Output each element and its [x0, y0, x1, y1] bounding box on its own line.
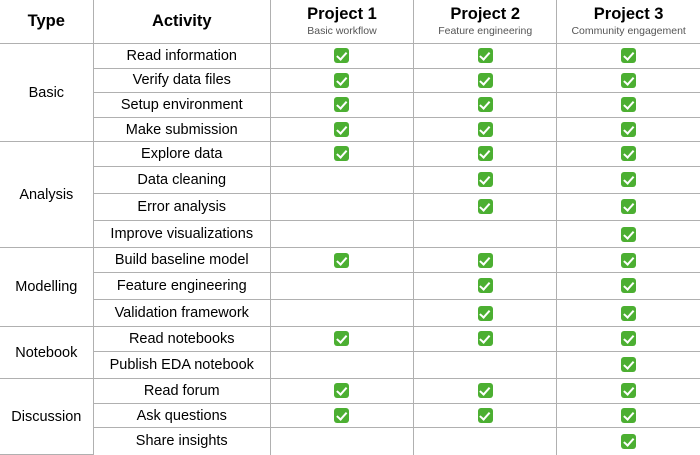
- check-mark-icon: [334, 253, 349, 268]
- table-row: [0, 273, 700, 300]
- check-mark-icon: [478, 97, 493, 112]
- project-3-cell: [557, 166, 700, 193]
- column-header-type: Type: [0, 0, 93, 44]
- project-2-cell: [414, 194, 557, 221]
- check-mark-icon: [621, 122, 636, 137]
- project-3-cell: [557, 44, 700, 69]
- project-1-cell: [270, 352, 413, 379]
- check-mark-icon: [621, 48, 636, 63]
- project-2-cell: [414, 248, 557, 273]
- table-row: [0, 142, 700, 167]
- project-2-cell: [414, 327, 557, 352]
- project-3-cell: [557, 327, 700, 352]
- column-header-project-1: [270, 0, 413, 44]
- check-mark-icon: [621, 278, 636, 293]
- empty-cell-marker: [478, 224, 493, 239]
- check-mark-icon: [334, 97, 349, 112]
- check-mark-icon: [621, 253, 636, 268]
- column-header-project-2: [414, 0, 557, 44]
- activity-cell: Explore data: [93, 142, 270, 167]
- table-row: [0, 300, 700, 327]
- project-3-cell: [557, 428, 700, 455]
- project-1-cell: [270, 273, 413, 300]
- table-row: [0, 93, 700, 118]
- project-3-cell: [557, 117, 700, 142]
- project-1-cell: [270, 403, 413, 428]
- project-3-cell: [557, 352, 700, 379]
- project-2-cell: [414, 166, 557, 193]
- check-mark-icon: [621, 331, 636, 346]
- check-mark-icon: [478, 383, 493, 398]
- project-3-cell: [557, 93, 700, 118]
- table-row: [0, 194, 700, 221]
- project-1-cell: [270, 44, 413, 69]
- activity-cell: Data cleaning: [93, 166, 270, 193]
- table-row: [0, 221, 700, 248]
- project-2-cell: [414, 142, 557, 167]
- project-2-title: Project 2: [450, 5, 521, 24]
- check-mark-icon: [621, 227, 636, 242]
- type-cell: Discussion: [0, 379, 93, 455]
- check-mark-icon: [621, 199, 636, 214]
- empty-cell-marker: [478, 355, 493, 370]
- project-2-cell: [414, 379, 557, 404]
- activity-cell: Validation framework: [93, 300, 270, 327]
- activity-cell: Make submission: [93, 117, 270, 142]
- activity-cell: Error analysis: [93, 194, 270, 221]
- project-2-cell: [414, 44, 557, 69]
- type-cell: Basic: [0, 44, 93, 142]
- empty-cell-marker: [334, 303, 349, 318]
- table-row: [0, 248, 700, 273]
- type-cell: Analysis: [0, 142, 93, 248]
- project-1-subtitle: Basic workflow: [307, 25, 377, 38]
- column-header-project-3: [557, 0, 700, 44]
- project-3-cell: [557, 379, 700, 404]
- project-1-cell: [270, 68, 413, 93]
- project-3-cell: [557, 273, 700, 300]
- activity-cell: Setup environment: [93, 93, 270, 118]
- project-2-cell: [414, 117, 557, 142]
- check-mark-icon: [621, 357, 636, 372]
- check-mark-icon: [621, 73, 636, 88]
- project-3-cell: [557, 300, 700, 327]
- activity-cell: Verify data files: [93, 68, 270, 93]
- check-mark-icon: [621, 172, 636, 187]
- project-1-cell: [270, 221, 413, 248]
- project-1-cell: [270, 194, 413, 221]
- project-3-cell: [557, 142, 700, 167]
- table-row: [0, 44, 700, 69]
- check-mark-icon: [334, 48, 349, 63]
- activity-cell: Read notebooks: [93, 327, 270, 352]
- activity-cell: Read forum: [93, 379, 270, 404]
- project-2-cell: [414, 403, 557, 428]
- activity-cell: Feature engineering: [93, 273, 270, 300]
- activity-cell: Publish EDA notebook: [93, 352, 270, 379]
- activity-cell: Improve visualizations: [93, 221, 270, 248]
- project-1-cell: [270, 300, 413, 327]
- project-3-title: Project 3: [593, 5, 664, 24]
- table-row: [0, 352, 700, 379]
- check-mark-icon: [478, 172, 493, 187]
- check-mark-icon: [478, 306, 493, 321]
- project-3-cell: [557, 221, 700, 248]
- project-3-subtitle: Community engagement: [571, 25, 686, 38]
- empty-cell-marker: [334, 224, 349, 239]
- project-3-cell: [557, 248, 700, 273]
- check-mark-icon: [478, 331, 493, 346]
- check-mark-icon: [621, 306, 636, 321]
- check-mark-icon: [621, 146, 636, 161]
- empty-cell-marker: [334, 355, 349, 370]
- check-mark-icon: [478, 408, 493, 423]
- check-mark-icon: [334, 383, 349, 398]
- check-mark-icon: [621, 383, 636, 398]
- check-mark-icon: [478, 199, 493, 214]
- project-1-title: Project 1: [307, 5, 377, 24]
- empty-cell-marker: [334, 431, 349, 446]
- type-cell: Notebook: [0, 327, 93, 379]
- empty-cell-marker: [478, 431, 493, 446]
- project-2-cell: [414, 273, 557, 300]
- column-header-activity: Activity: [93, 0, 270, 44]
- check-mark-icon: [478, 48, 493, 63]
- check-mark-icon: [334, 73, 349, 88]
- activity-cell: Read information: [93, 44, 270, 69]
- project-1-cell: [270, 142, 413, 167]
- project-2-cell: [414, 68, 557, 93]
- check-mark-icon: [621, 408, 636, 423]
- table-row: [0, 428, 700, 455]
- table-row: [0, 166, 700, 193]
- table-row: [0, 403, 700, 428]
- empty-cell-marker: [334, 197, 349, 212]
- check-mark-icon: [478, 146, 493, 161]
- table-row: [0, 379, 700, 404]
- table-row: [0, 117, 700, 142]
- check-mark-icon: [478, 122, 493, 137]
- type-cell: Modelling: [0, 248, 93, 327]
- check-mark-icon: [334, 331, 349, 346]
- project-2-cell: [414, 300, 557, 327]
- project-1-cell: [270, 248, 413, 273]
- check-mark-icon: [334, 408, 349, 423]
- project-2-cell: [414, 221, 557, 248]
- check-mark-icon: [478, 278, 493, 293]
- project-1-cell: [270, 379, 413, 404]
- empty-cell-marker: [334, 276, 349, 291]
- check-mark-icon: [478, 253, 493, 268]
- check-mark-icon: [621, 97, 636, 112]
- project-1-cell: [270, 93, 413, 118]
- check-mark-icon: [478, 73, 493, 88]
- project-3-cell: [557, 194, 700, 221]
- table-row: [0, 327, 700, 352]
- project-3-cell: [557, 403, 700, 428]
- project-1-cell: [270, 428, 413, 455]
- check-mark-icon: [334, 122, 349, 137]
- project-2-cell: [414, 93, 557, 118]
- table-row: [0, 68, 700, 93]
- check-mark-icon: [621, 434, 636, 449]
- project-1-cell: [270, 117, 413, 142]
- project-2-cell: [414, 352, 557, 379]
- project-2-cell: [414, 428, 557, 455]
- table-header-row: [0, 0, 700, 44]
- activity-cell: Build baseline model: [93, 248, 270, 273]
- empty-cell-marker: [334, 170, 349, 185]
- project-3-cell: [557, 68, 700, 93]
- project-2-subtitle: Feature engineering: [438, 25, 533, 38]
- activity-cell: Share insights: [93, 428, 270, 455]
- project-1-cell: [270, 166, 413, 193]
- check-mark-icon: [334, 146, 349, 161]
- project-1-cell: [270, 327, 413, 352]
- activity-cell: Ask questions: [93, 403, 270, 428]
